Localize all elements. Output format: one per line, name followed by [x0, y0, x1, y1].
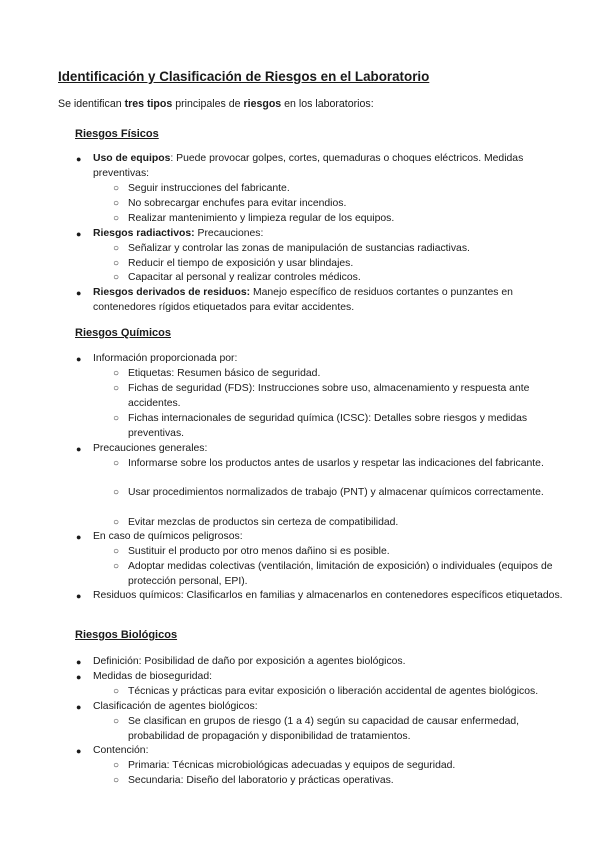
- intro-text: principales de: [172, 98, 244, 110]
- bullet-icon: ●: [76, 746, 82, 756]
- sub-bullet-icon: ○: [113, 413, 120, 424]
- bullet-icon: ●: [76, 154, 82, 164]
- sub-list-item: Reducir el tiempo de exposición y usar blindajes.: [128, 258, 354, 269]
- sub-bullet-icon: ○: [113, 517, 120, 528]
- sub-list-item: Sustituir el producto por otro menos dañino si es posible.: [128, 546, 390, 557]
- sub-list-item: Señalizar y controlar las zonas de manipulación de sustancias radiactivas.: [128, 243, 470, 254]
- sub-bullet-icon: ○: [113, 213, 120, 224]
- sub-list-item: Técnicas y prácticas para evitar exposición o liberación accidental de agentes biológicos.: [128, 686, 539, 697]
- item-label: Riesgos derivados de residuos:: [93, 287, 251, 298]
- list-item: Definición: Posibilidad de daño por exposición a agentes biológicos.: [93, 656, 406, 667]
- list-item: Precauciones generales:: [93, 443, 208, 454]
- list-item: [93, 152, 563, 182]
- intro-text: Se identifican: [58, 98, 125, 110]
- item-label: Riesgos radiactivos:: [93, 228, 195, 239]
- sub-bullet-icon: ○: [113, 546, 120, 557]
- list-item: Clasificación de agentes biológicos:: [93, 701, 258, 712]
- bullet-icon: ●: [76, 444, 82, 454]
- sub-list-item: Secundaria: Diseño del laboratorio y prácticas operativas.: [128, 775, 394, 786]
- list-item: [93, 286, 563, 316]
- sub-list-item: Usar procedimientos normalizados de trabajo (PNT) y almacenar químicos correctamente.: [128, 487, 544, 498]
- item-text: Precauciones:: [194, 228, 264, 239]
- sub-bullet-icon: ○: [113, 458, 120, 469]
- list-item: Medidas de bioseguridad:: [93, 671, 212, 682]
- intro-bold-text: riesgos: [243, 98, 282, 110]
- sub-bullet-icon: ○: [113, 561, 120, 572]
- section-title-quimicos: Riesgos Químicos: [75, 327, 171, 339]
- sub-bullet-icon: ○: [113, 686, 120, 697]
- bullet-icon: ●: [76, 229, 82, 239]
- bullet-icon: ●: [76, 672, 82, 682]
- bullet-icon: ●: [76, 702, 82, 712]
- sub-bullet-icon: ○: [113, 368, 120, 379]
- bullet-icon: ●: [76, 591, 82, 601]
- sub-list-item: Informarse sobre los productos antes de usarlos y respetar las indicaciones del fabricante.: [128, 458, 544, 469]
- section-title-biologicos: Riesgos Biológicos: [75, 629, 178, 641]
- sub-list-item: No sobrecargar enchufes para evitar incendios.: [128, 198, 347, 209]
- intro-text: en los laboratorios:: [281, 98, 374, 110]
- sub-list-item: Evitar mezclas de productos sin certeza de compatibilidad.: [128, 517, 399, 528]
- sub-list-item: Fichas de seguridad (FDS): Instrucciones sobre uso, almacenamiento y respuesta ante accidentes.: [128, 383, 530, 409]
- document-title: Identificación y Clasificación de Riesgos en el Laboratorio: [58, 69, 430, 84]
- sub-bullet-icon: ○: [113, 183, 120, 194]
- item-text: Manejo específico de residuos cortantes o punzantes en contenedores rígidos etiquetados para evitar accidentes.: [93, 287, 513, 313]
- sub-list-item: Fichas internacionales de seguridad química (ICSC): Detalles sobre riesgos y medidas preventivas.: [128, 413, 528, 439]
- bullet-icon: ●: [76, 354, 82, 364]
- sub-bullet-icon: ○: [113, 272, 120, 283]
- list-item: Contención:: [93, 745, 149, 756]
- sub-bullet-icon: ○: [113, 487, 120, 498]
- sub-list-item: Etiquetas: Resumen básico de seguridad.: [128, 368, 321, 379]
- sub-list-item: Seguir instrucciones del fabricante.: [128, 183, 290, 194]
- sub-bullet-icon: ○: [113, 383, 120, 394]
- item-label: Uso de equipos: [93, 153, 171, 164]
- list-item: Información proporcionada por:: [93, 353, 238, 364]
- sub-bullet-icon: ○: [113, 258, 120, 269]
- bullet-icon: ●: [76, 288, 82, 298]
- list-item: [93, 227, 563, 242]
- intro-paragraph: [58, 98, 374, 110]
- sub-list-item: Adoptar medidas colectivas (ventilación, limitación de exposición) o individuales (equipos de protección personal, EPI).: [128, 561, 553, 587]
- sub-bullet-icon: ○: [113, 243, 120, 254]
- section-title-fisicos: Riesgos Físicos: [75, 128, 159, 140]
- intro-bold-text: tres tipos: [124, 98, 173, 110]
- sub-list-item: Realizar mantenimiento y limpieza regular de los equipos.: [128, 213, 395, 224]
- sub-bullet-icon: ○: [113, 775, 120, 786]
- item-text: : Puede provocar golpes, cortes, quemaduras o choques eléctricos. Medidas preventivas:: [93, 153, 524, 179]
- sub-list-item: Capacitar al personal y realizar controles médicos.: [128, 272, 361, 283]
- sub-bullet-icon: ○: [113, 198, 120, 209]
- bullet-icon: ●: [76, 657, 82, 667]
- list-item: En caso de químicos peligrosos:: [93, 531, 243, 542]
- sub-list-item: Se clasifican en grupos de riesgo (1 a 4) según su capacidad de causar enfermedad, probabilidad de propagación y disponibilidad de tratamientos.: [128, 716, 520, 742]
- list-item: Residuos químicos: Clasificarlos en familias y almacenarlos en contenedores específicos etiquetados.: [93, 590, 563, 601]
- sub-bullet-icon: ○: [113, 716, 120, 727]
- bullet-icon: ●: [76, 532, 82, 542]
- sub-bullet-icon: ○: [113, 760, 120, 771]
- sub-list-item: Primaria: Técnicas microbiológicas adecuadas y equipos de seguridad.: [128, 760, 456, 771]
